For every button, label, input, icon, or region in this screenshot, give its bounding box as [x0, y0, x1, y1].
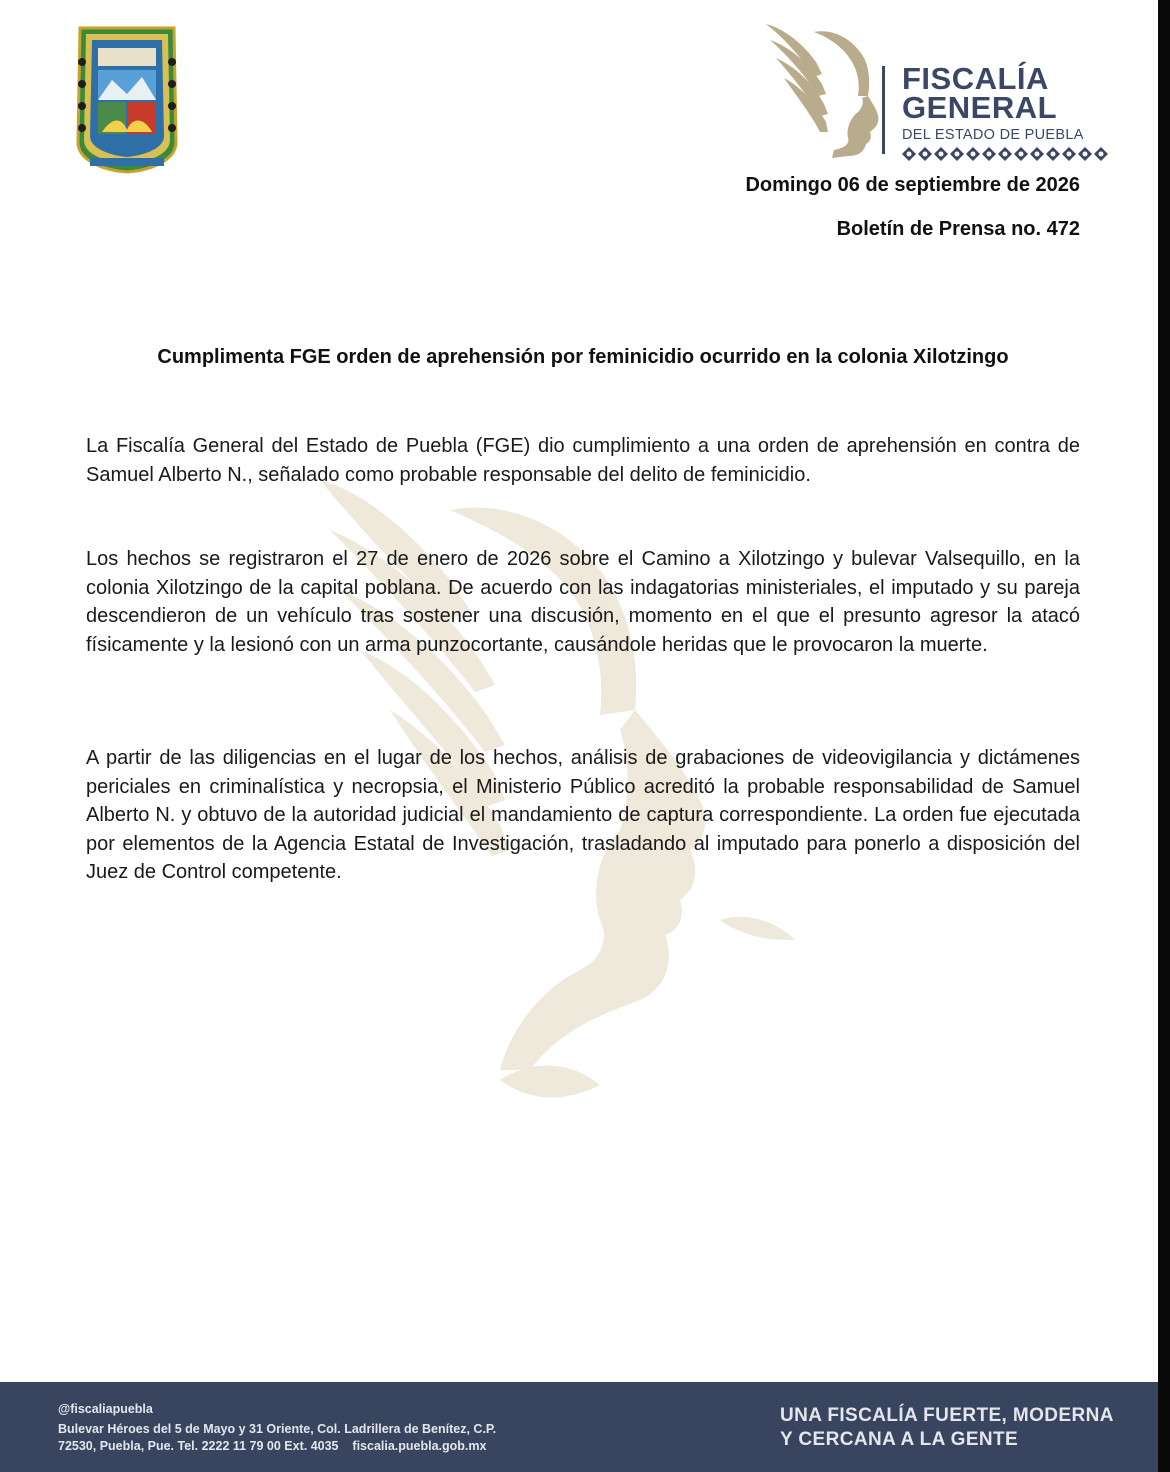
puebla-state-seal-icon [72, 22, 182, 174]
org-name-line1: FISCALÍA [902, 61, 1049, 96]
press-headline: Cumplimenta FGE orden de aprehensión por feminicidio ocurrido en la colonia Xilotzingo [157, 346, 1009, 368]
slogan-line-1: UNA FISCALÍA FUERTE, MODERNA [780, 1405, 1114, 1426]
social-handle: @fiscaliapuebla [58, 1402, 153, 1416]
fge-wordmark [902, 61, 1116, 166]
body-paragraph-2: Los hechos se registraron el 27 de enero de 2026 sobre el Camino a Xilotzingo y bulevar Valsequillo, en la colonia Xilotzingo de la capital poblana. De acuerdo con las indagatorias ministeriales, el imputado y su pareja descendieron de un vehículo tras sostener una discusión, momento en el que el presunto agresor la atacó físicamente y la lesionó con un arma punzocortante, causándole heridas que le provocaron la muerte. [86, 548, 1080, 656]
decorative-pattern-icon [902, 147, 1116, 161]
page-edge [1158, 0, 1170, 1472]
release-date: Domingo 06 de septiembre de 2026 [745, 174, 1080, 196]
footer-address [58, 1421, 618, 1455]
org-name-line3: DEL ESTADO DE PUEBLA [902, 127, 1084, 143]
footer-bar [0, 1382, 1170, 1472]
body-paragraph-3: A partir de las diligencias en el lugar de los hechos, análisis de grabaciones de videovigilancia y dictámenes periciales en criminalística y necropsia, el Ministerio Público acreditó la probable responsabilidad de Samuel Alberto N. y obtuvo de la autoridad judicial el mandamiento de captura correspondiente. La orden fue ejecutada por elementos de la Agencia Estatal de Investigación, trasladando al imputado para ponerlo a disposición del Juez de Control competente. [86, 747, 1080, 883]
bulletin-number: Boletín de Prensa no. 472 [836, 218, 1080, 240]
address-line-2: 72530, Puebla, Pue. Tel. 2222 11 79 00 Ext. 4035 fiscalia.puebla.gob.mx [58, 1439, 487, 1453]
body-paragraph-1: La Fiscalía General del Estado de Puebla (FGE) dio cumplimiento a una orden de aprehensión en contra de Samuel Alberto N., señalado como probable responsable del delito de feminicidio. [86, 435, 1080, 486]
address-line-1: Bulevar Héroes del 5 de Mayo y 31 Oriente, Col. Ladrillera de Benítez, C.P. [58, 1422, 497, 1436]
footer-slogan [780, 1404, 1114, 1452]
org-name-line2: GENERAL [902, 90, 1058, 125]
slogan-line-2: Y CERCANA A LA GENTE [780, 1429, 1019, 1450]
